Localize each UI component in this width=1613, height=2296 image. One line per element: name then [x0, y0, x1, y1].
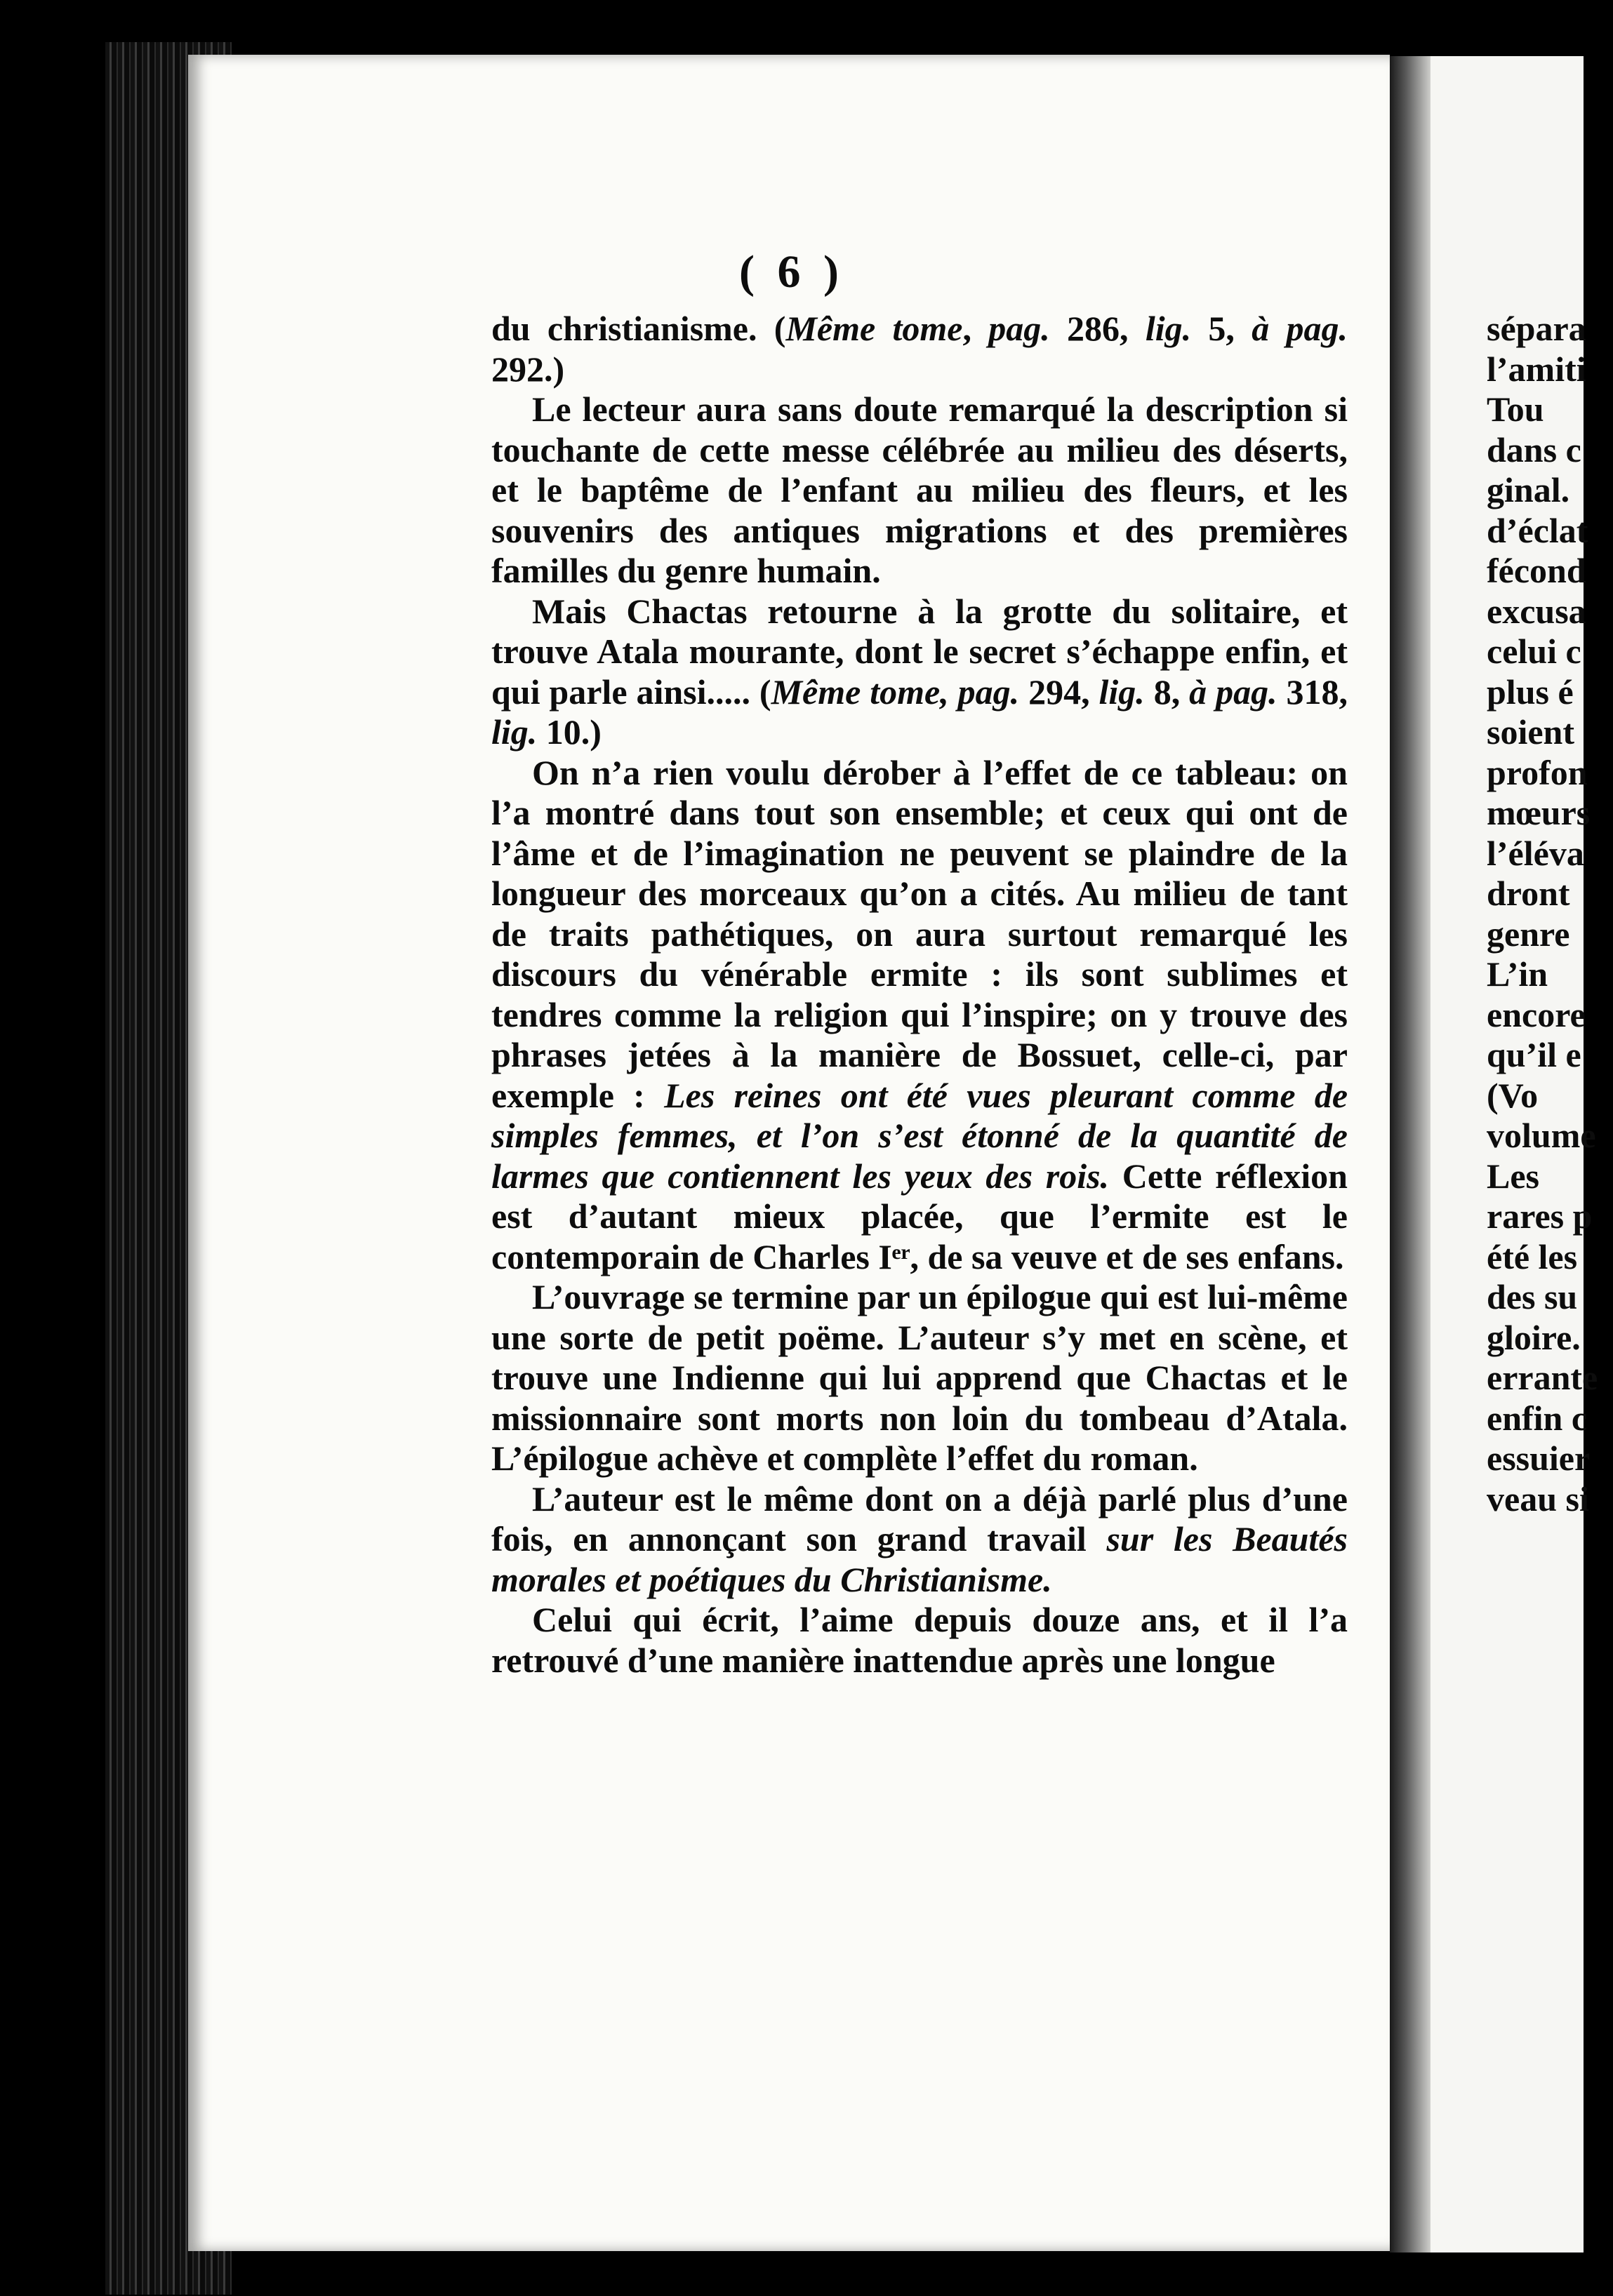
text-run: 10.): [537, 712, 602, 752]
page-number: ( 6 ): [739, 246, 844, 298]
right-line-fragment: qu’il e: [1487, 1035, 1581, 1074]
right-line-fragment: fécond: [1487, 551, 1586, 590]
paragraph: [491, 1600, 1348, 1681]
italic-run: lig.: [1098, 672, 1145, 712]
italic-run: sur les Beautés morales et poétiques du Christianisme.: [491, 1519, 1348, 1599]
text-run: ,: [962, 309, 989, 348]
right-line-fragment: L’in: [1487, 954, 1548, 994]
text-run: On n’a rien voulu dérober à l’effet de ce tableau: on l’a montré dans tout son ensemble; et ceux qui ont de l’âme et de l’imagination ne peuvent se plaindre de la longueur des morceaux qu’on a cités. Au milieu de tant de traits pathétiques, on aura surtout remarqué les discours du vénérable ermite : ils sont sublimes et tendres comme la religion qui l’inspire; on y trouve des phrases jetées à la manière de Bossuet, celle-ci, par exemple :: [491, 752, 1348, 1115]
text-run: du christianisme. (: [491, 309, 786, 348]
paragraph: [491, 753, 1348, 1278]
italic-run: Même tome: [785, 309, 963, 348]
text-run: L’ouvrage se termine par un épilogue qui est lui-même une sorte de petit poëme. L’auteur s’y met en scène, et trouve une Indienne qui lui apprend que Chactas et le missionnaire sont morts non loin du tombeau d’Atala. L’épilogue achève et complète l’effet du roman.: [491, 1277, 1348, 1478]
right-line-fragment: mœurs: [1487, 793, 1591, 832]
text-run: 292.): [491, 349, 565, 389]
right-line-fragment: rares p: [1487, 1196, 1593, 1236]
text-run: Le lecteur aura sans doute remarqué la description si touchante de cette messe célébrée au milieu des déserts, et le baptême de l’enfant au milieu des fleurs, et les souvenirs des antiques migrations et des premières familles du genre humain.: [491, 389, 1348, 590]
right-line-fragment: Tou: [1487, 389, 1544, 429]
text-run: 8,: [1144, 672, 1190, 712]
italic-run: Même tome, pag.: [771, 672, 1020, 712]
right-line-fragment: dans c: [1487, 429, 1581, 469]
text-run: 318,: [1277, 672, 1348, 712]
right-line-fragment: ginal.: [1487, 470, 1570, 509]
body-text: [491, 309, 1348, 1681]
right-line-fragment: encore: [1487, 994, 1586, 1034]
page-fold: [1390, 56, 1431, 2252]
right-line-fragment: des su: [1487, 1277, 1578, 1316]
paragraph: [491, 1479, 1348, 1601]
right-line-fragment: plus é: [1487, 672, 1574, 712]
text-run: Cette réflexion est d’autant mieux placée, que l’ermite est le contemporain de Charles Iᵉʳ, de sa veuve et de ses enfans.: [491, 1156, 1348, 1276]
italic-run: lig.: [491, 712, 538, 752]
right-line-fragment: soient: [1487, 712, 1574, 752]
italic-run: lig.: [1145, 309, 1192, 348]
right-page-fragments: [1487, 309, 1613, 1519]
right-line-fragment: celui c: [1487, 632, 1581, 671]
text-run: 294,: [1019, 672, 1099, 712]
text-run: Celui qui écrit, l’aime depuis douze ans, et il l’a retrouvé d’une manière inattendue après une longue: [491, 1600, 1348, 1680]
right-line-fragment: profon: [1487, 752, 1588, 792]
right-line-fragment: été les: [1487, 1236, 1578, 1276]
paragraph: [491, 309, 1348, 389]
right-line-fragment: gloire.: [1487, 1317, 1581, 1357]
text-run: 5,: [1191, 309, 1252, 348]
paragraph: [491, 389, 1348, 592]
right-line-fragment: dront: [1487, 874, 1570, 913]
right-line-fragment: d’éclat: [1487, 510, 1588, 550]
paragraph: [491, 592, 1348, 753]
italic-run: pag.: [988, 309, 1050, 348]
paragraph: [491, 1277, 1348, 1479]
text-run: L’auteur est le même dont on a déjà parlé plus d’une fois, en annonçant son grand travail: [491, 1479, 1348, 1559]
right-line-fragment: errante: [1487, 1358, 1598, 1397]
right-line-fragment: essuier: [1487, 1439, 1591, 1478]
text-run: 286,: [1049, 309, 1146, 348]
italic-run: Les reines ont été vues pleurant comme de simples femmes, et l’on s’est étonné de la quantité de larmes que contiennent les yeux des rois.: [491, 1075, 1348, 1196]
right-line-fragment: l’amiti: [1487, 349, 1586, 389]
right-line-fragment: l’éléva: [1487, 833, 1584, 873]
right-line-fragment: volume: [1487, 1116, 1596, 1155]
right-line-fragment: enfin c: [1487, 1398, 1588, 1438]
italic-run: à pag.: [1252, 309, 1348, 348]
right-line-fragment: excusa: [1487, 591, 1586, 631]
right-line-fragment: sépara: [1487, 309, 1586, 348]
text-run: Mais Chactas retourne à la grotte du solitaire, et trouve Atala mourante, dont le secret s’échappe enfin, et qui parle ainsi..... (: [491, 591, 1348, 712]
italic-run: à pag.: [1189, 672, 1277, 712]
right-line-fragment: (Vo: [1487, 1075, 1539, 1115]
right-line-fragment: veau si: [1487, 1479, 1589, 1519]
right-line-fragment: Les: [1487, 1156, 1539, 1196]
right-line-fragment: genre: [1487, 914, 1570, 954]
